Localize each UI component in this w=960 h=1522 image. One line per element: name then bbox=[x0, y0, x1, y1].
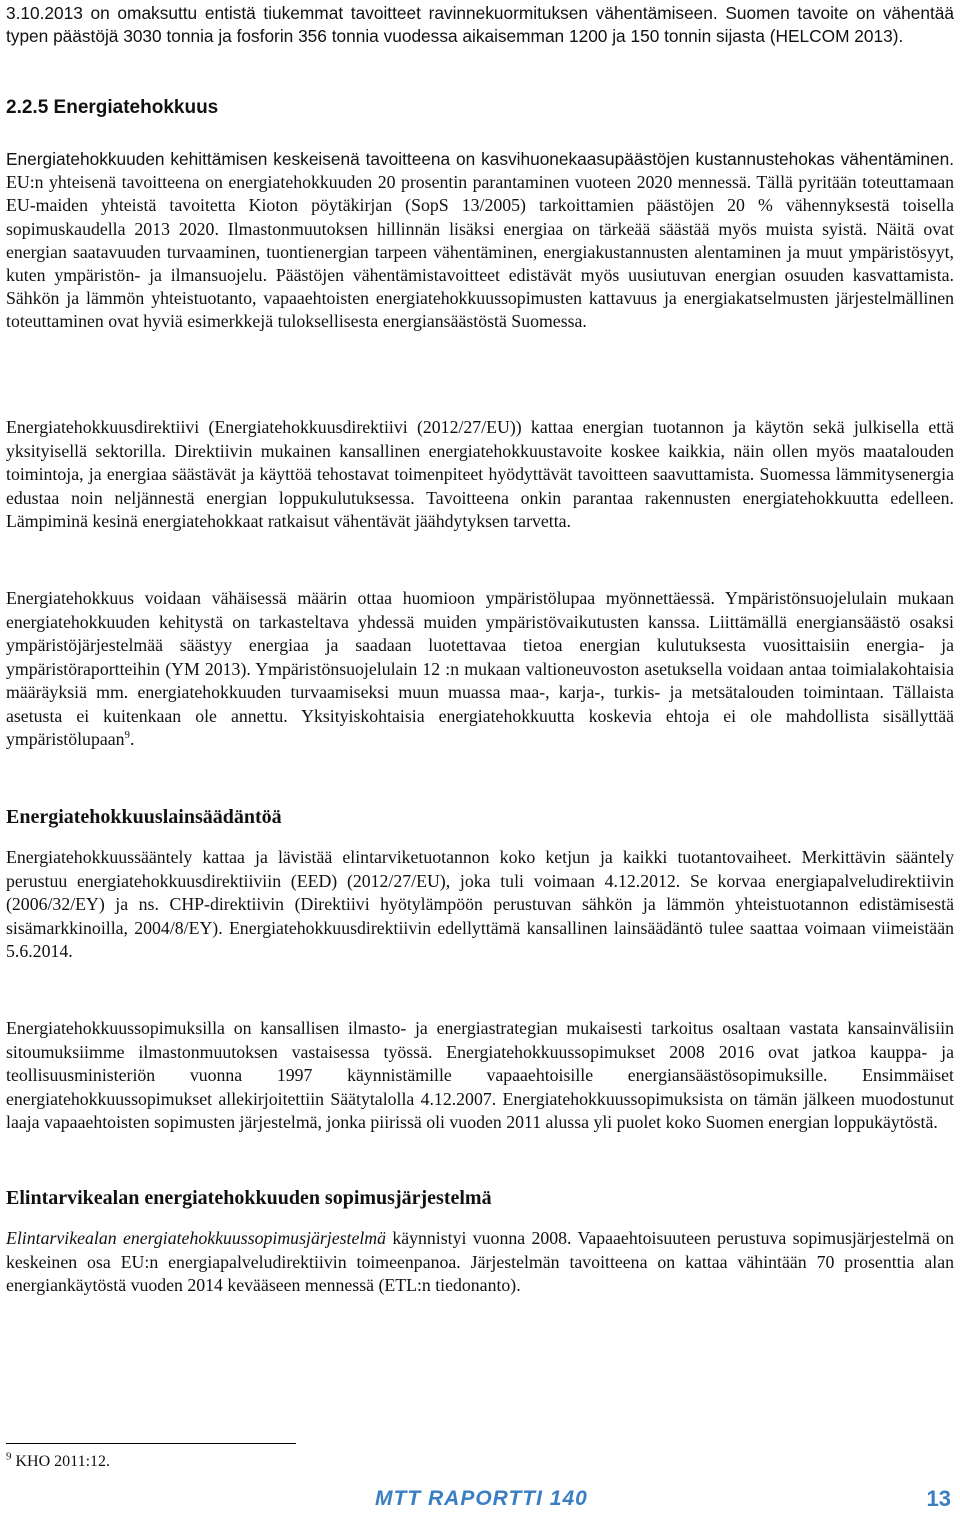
footnote-divider bbox=[6, 1443, 296, 1444]
food-sector-system-name: Elintarvikealan energiatehokkuussopimusjärjestelmä bbox=[6, 1228, 387, 1248]
paragraph-agreements: Energiatehokkuussopimuksilla on kansallisen ilmasto- ja energiastrategian mukaisesti tarkoitus osaltaan vastata kansainvälisiin sitoumuksiimme ilmastonmuutoksen vastaisessa työssä. Energiatehokkuussopimukset 2008 2016 ovat jatkoa kauppa- ja teollisuusministeriön vuonna 1997 käynnistämille vapaaehtoisille energiansäästösopimuksille. Ensimmäiset energiatehokkuussopimukset allekirjoitettiin Säätytalolla 4.12.2007. Energiatehokkuussopimuksista on tämän jälkeen muodostunut laaja vapaaehtoisten sopimusten järjestelmä, jonka piirissä oli vuoden 2011 alussa yli puolet koko Suomen energian loppukäytöstä. bbox=[6, 1018, 954, 1132]
paragraph-environmental-permit bbox=[6, 587, 954, 752]
paragraph-goal-text: Energiatehokkuuden kehittämisen keskeisenä tavoitteena on kasvihuonekaasupäästöjen kustannustehokas vähentäminen. bbox=[6, 149, 954, 169]
period: . bbox=[130, 729, 135, 749]
footnote bbox=[6, 1450, 111, 1471]
paragraph-food-sector-text: käynnistyi vuonna 2008. Vapaaehtoisuuteen perustuva sopimusjärjestelmä on keskeinen osa EU:n energiapalveludirektiivin toimeenpanoa. Järjestelmän tavoitteena on kattaa vähintään 70 prosenttia alan energiankäytöstä vuoden 2014 kevääseen mennessä (ETL:n tiedonanto). bbox=[6, 1228, 954, 1295]
page-number: 13 bbox=[926, 1486, 951, 1511]
heading-food-sector: Elintarvikealan energiatehokkuuden sopimusjärjestelmä bbox=[6, 1187, 492, 1209]
footnote-reference[interactable]: 9 bbox=[124, 729, 131, 742]
footnote-text: KHO 2011:12. bbox=[11, 1453, 111, 1470]
paragraph-environmental-permit-text: Energiatehokkuus voidaan vähäisessä määrin ottaa huomioon ympäristölupaa myönnettäessä. Ympäristönsuojelulain mukaan energiatehokkuuden kehitystä on tarkasteltava yhdessä muiden ympäristövaikutusten kanssa. Liittämällä energiansäästö osaksi ympäristöjärjestelmää säästyy energiaa ja saadaan luotettavaa tietoa energian kulutuksesta vuosittaisiin energia- ja ympäristöraportteihin (YM 2013). Ympäristönsuojelulain 12 :n mukaan valtioneuvoston asetuksella voidaan antaa toimialakohtaisia määräyksiä mm. energiatehokkuuden turvaamiseksi muun muassa maa-, karja-, turkis- ja metsätalouden toimintaan. Tällaista asetusta ei kuitenkaan ole annettu. Yksityiskohtaisia energiatehokkuutta koskevia ehtoja ei ole mahdollista sisällyttää ympäristölupaan bbox=[6, 588, 954, 749]
paragraph-goal bbox=[6, 148, 954, 334]
heading-legislation: Energiatehokkuuslainsäädäntöä bbox=[6, 806, 282, 828]
paragraph-eu-target: EU:n yhteisenä tavoitteena on energiatehokkuuden 20 prosentin parantaminen vuoteen 2020 mennessä. Tällä pyritään toteuttamaan EU-maiden yhteistä tavoitetta Kioton pöytäkirjan (SopS 13/2005) tarkoittamien päästöjen 20 % vähennyksestä toisella sopimuskaudella 2013 2020. Ilmastonmuutoksen hillinnän lisäksi energiaa on tärkeää säästää myös muista syistä. Näitä ovat energian saatavuuden turvaaminen, tuontienergian tarpeen vähentäminen, energiakustannusten alentaminen ja muut ympäristösyyt, kuten ympäristön- ja ilmansuojelu. Päästöjen vähentämistavoitteet edistävät myös uusiutuvan energian osuuden kasvattamista. Sähkön ja lämmön yhteistuotanto, vapaaehtoisten energiatehokkuussopimusten kattavuus ja energiakatselmusten järjestelmällinen toteuttaminen ovat hyviä esimerkkejä tuloksellisesta energiansäästöstä Suomessa. bbox=[6, 172, 954, 332]
footer-brand-logo: MTT RAPORTTI 140 bbox=[375, 1487, 588, 1510]
intro-paragraph: 3.10.2013 on omaksuttu entistä tiukemmat tavoitteet ravinnekuormituksen vähentämiseen. Suomen tavoite on vähentää typen päästöjä 3030 tonnia ja fosforin 356 tonnia vuodessa aikaisemman 1200 ja 150 tonnin sijasta (HELCOM 2013). bbox=[6, 3, 954, 47]
paragraph-directive: Energiatehokkuusdirektiivi (Energiatehokkuusdirektiivi (2012/27/EU)) kattaa energian tuotannon ja käytön sekä julkisella että yksityisellä sektorilla. Direktiivin mukainen kansallinen energiatehokkuustavoite koskee kaikkia, näin ollen myös maatalouden toimintoja, ja energiaa säästävät ja käyttöä tehostavat toimenpiteet hyödyttävät tavoitteen saavuttamista. Suomessa lämmitysenergia edustaa noin neljännestä energian loppukulutuksessa. Tavoitteena onkin parantaa rakennusten energiatehokkuutta edelleen. Lämpiminä kesinä energiatehokkaat ratkaisut vähentävät jäähdytyksen tarvetta. bbox=[6, 417, 954, 531]
footnote-mark: 9 bbox=[6, 1450, 12, 1463]
paragraph-regulation: Energiatehokkuussääntely kattaa ja lävistää elintarviketuotannon koko ketjun ja kaikki tuotantovaiheet. Merkittävin sääntely perustuu energiatehokkuusdirektiiviin (EED) (2012/27/EU), joka tuli voimaan 4.12.2012. Se korvaa energiapalveludirektiivin (2006/32/EY) ja ns. CHP-direktiivin (Direktiivi hyötylämpöön perustuvan sähkön ja lämmön yhteistuotannon edistämisestä sisämarkkinoilla, 2004/8/EY). Energiatehokkuusdirektiivin edellyttämä kansallinen lainsäädäntö tulee saattaa voimaan viimeistään 5.6.2014. bbox=[6, 847, 954, 961]
paragraph-food-sector bbox=[6, 1227, 954, 1298]
section-heading: 2.2.5 Energiatehokkuus bbox=[6, 97, 219, 118]
